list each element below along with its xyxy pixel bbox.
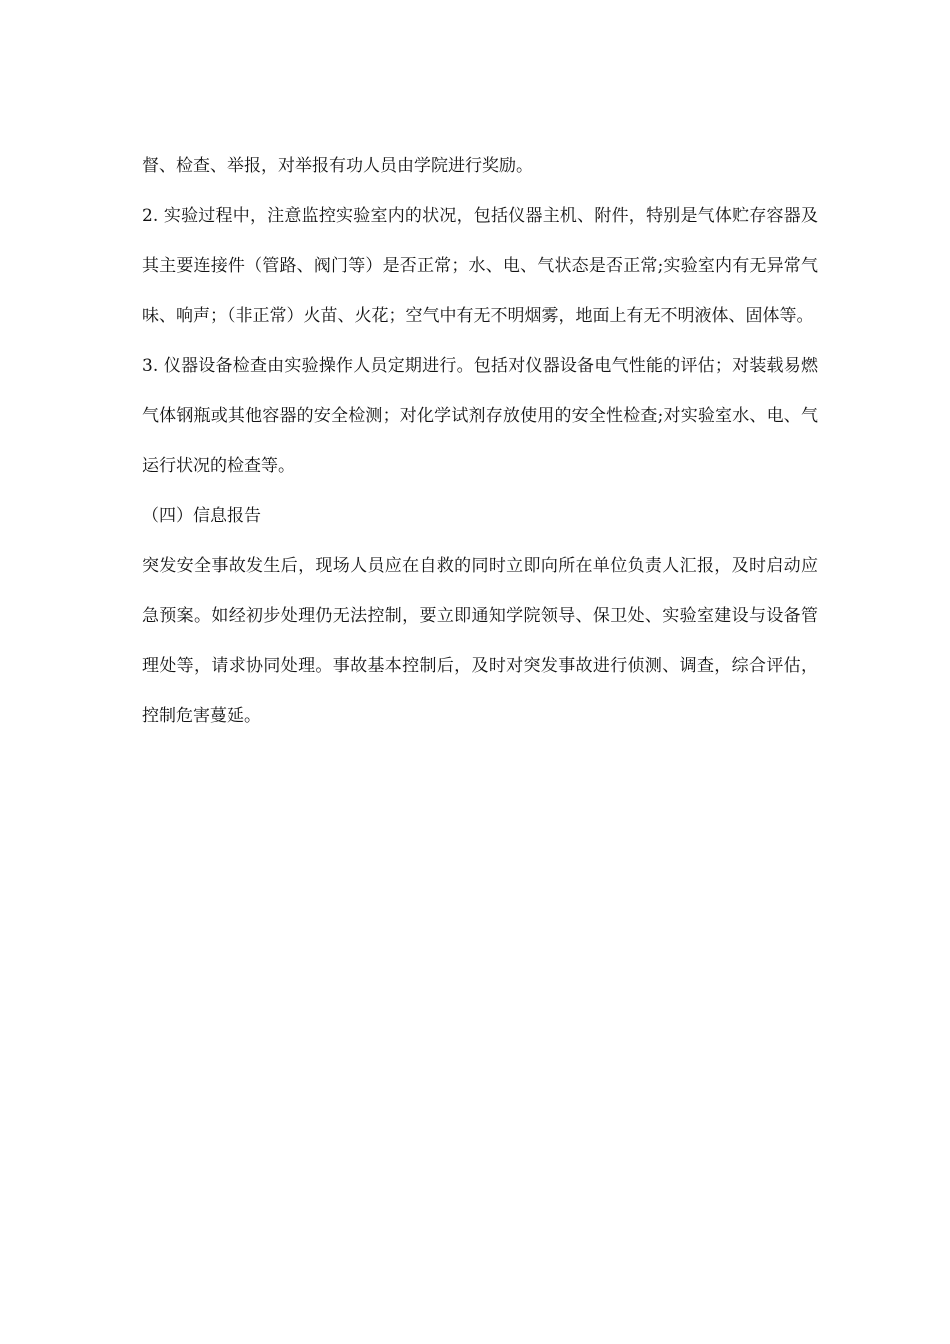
paragraph-item-2-lab-monitoring: 2. 实验过程中，注意监控实验室内的状况，包括仪器主机、附件，特别是气体贮存容器及其主要连接件（管路、阀门等）是否正常；水、电、气状态是否正常;实验室内有无异常气味、响声；（非正常）火苗、火花；空气中有无不明烟雾，地面上有无不明液体、固体等。 — [142, 206, 818, 326]
document-body — [142, 141, 818, 741]
paragraph-item-3-equipment-inspection: 3. 仪器设备检查由实验操作人员定期进行。包括对仪器设备电气性能的评估；对装载易燃气体钢瓶或其他容器的安全检测；对化学试剂存放使用的安全性检查;对实验室水、电、气运行状况的检查等。 — [142, 356, 818, 476]
section-heading-information-report: （四）信息报告 — [142, 506, 261, 526]
paragraph-supervision-reward: 督、检查、举报，对举报有功人员由学院进行奖励。 — [142, 156, 533, 176]
paragraph-incident-reporting: 突发安全事故发生后，现场人员应在自救的同时立即向所在单位负责人汇报，及时启动应急预案。如经初步处理仍无法控制，要立即通知学院领导、保卫处、实验室建设与设备管理处等，请求协同处理。事故基本控制后，及时对突发事故进行侦测、调查，综合评估，控制危害蔓延。 — [142, 556, 818, 726]
